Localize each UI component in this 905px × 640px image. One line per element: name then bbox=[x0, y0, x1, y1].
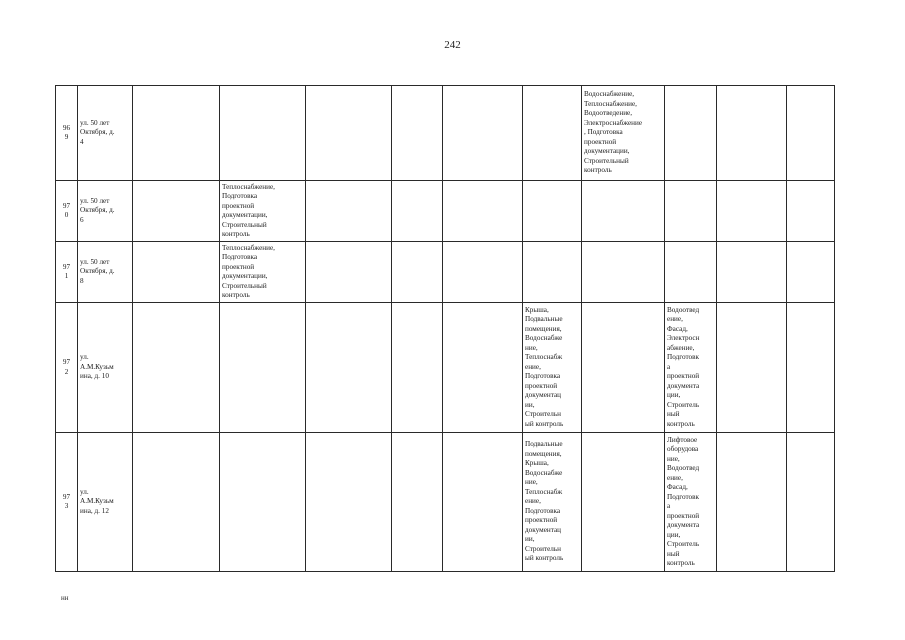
table-row bbox=[56, 242, 835, 303]
work-cell-c3 bbox=[133, 181, 220, 242]
work-cell-c7 bbox=[443, 303, 523, 433]
row-number-cell bbox=[56, 303, 78, 433]
work-list-text: Водоснабжение, Теплоснабжение, Водоотведение, Электроснабжение , Подготовка проектной документации, Строительный контроль bbox=[584, 90, 643, 175]
work-cell-c8 bbox=[523, 181, 582, 242]
work-cell-c6 bbox=[392, 86, 443, 181]
work-cell-c10 bbox=[665, 181, 717, 242]
row-number-cell bbox=[56, 242, 78, 303]
work-cell-c11 bbox=[717, 86, 787, 181]
work-cell-c4 bbox=[220, 303, 306, 433]
work-cell-c11 bbox=[717, 181, 787, 242]
work-cell-c9 bbox=[582, 181, 665, 242]
work-cell-c5 bbox=[306, 242, 392, 303]
work-cell-c5 bbox=[306, 303, 392, 433]
address-cell bbox=[78, 181, 133, 242]
work-cell-c8 bbox=[523, 242, 582, 303]
work-cell-c6 bbox=[392, 303, 443, 433]
work-cell-c6 bbox=[392, 433, 443, 572]
table-row bbox=[56, 181, 835, 242]
work-cell-c11 bbox=[717, 303, 787, 433]
work-cell-c3 bbox=[133, 433, 220, 572]
address-text: ул. 50 лет Октября, д. 8 bbox=[80, 257, 115, 285]
row-number-cell bbox=[56, 433, 78, 572]
table-row bbox=[56, 433, 835, 572]
row-number: 97 3 bbox=[62, 492, 71, 510]
work-cell-c12 bbox=[787, 181, 835, 242]
work-cell-c9 bbox=[582, 433, 665, 572]
work-cell-c3 bbox=[133, 242, 220, 303]
row-number: 97 2 bbox=[62, 358, 71, 376]
work-cell-c9 bbox=[582, 303, 665, 433]
address-text: ул. А.М.Кузьм ина, д. 12 bbox=[80, 487, 114, 515]
work-cell-c12 bbox=[787, 303, 835, 433]
table-row bbox=[56, 86, 835, 181]
work-cell-c8 bbox=[523, 86, 582, 181]
address-text: ул. 50 лет Октября, д. 6 bbox=[80, 196, 115, 224]
work-cell-c9 bbox=[582, 242, 665, 303]
address-cell bbox=[78, 242, 133, 303]
address-text: ул. 50 лет Октября, д. 4 bbox=[80, 118, 115, 146]
work-cell-c5 bbox=[306, 433, 392, 572]
work-cell-c5 bbox=[306, 86, 392, 181]
address-text: ул. А.М.Кузьм ина, д. 10 bbox=[80, 353, 114, 381]
repair-schedule-table bbox=[55, 85, 835, 572]
work-cell-c10 bbox=[665, 242, 717, 303]
row-number: 97 1 bbox=[62, 262, 71, 280]
work-cell-c11 bbox=[717, 242, 787, 303]
address-cell bbox=[78, 86, 133, 181]
work-list-text: Водоотвед ение, Фасад, Электросн абжение, Подготовк а проектной документа ции, Строитель ный контроль bbox=[667, 305, 700, 428]
row-number: 96 9 bbox=[62, 123, 71, 141]
work-cell-c4 bbox=[220, 242, 306, 303]
work-cell-c4 bbox=[220, 86, 306, 181]
footer-mark: нн bbox=[61, 594, 69, 602]
work-cell-c3 bbox=[133, 86, 220, 181]
work-cell-c10 bbox=[665, 303, 717, 433]
work-cell-c4 bbox=[220, 433, 306, 572]
work-cell-c12 bbox=[787, 242, 835, 303]
row-number-cell bbox=[56, 86, 78, 181]
work-cell-c3 bbox=[133, 303, 220, 433]
work-list-text: Теплоснабжение, Подготовка проектной документации, Строительный контроль bbox=[222, 243, 275, 299]
work-cell-c12 bbox=[787, 433, 835, 572]
work-cell-c10 bbox=[665, 86, 717, 181]
work-cell-c4 bbox=[220, 181, 306, 242]
work-cell-c5 bbox=[306, 181, 392, 242]
work-cell-c9 bbox=[582, 86, 665, 181]
work-cell-c7 bbox=[443, 86, 523, 181]
work-list-text: Крыша, Подвальные помещения, Водоснабже ние, Теплоснабж ение, Подготовка проектной документац ии, Строительн ый контроль bbox=[525, 305, 564, 428]
table-row bbox=[56, 303, 835, 433]
work-cell-c7 bbox=[443, 181, 523, 242]
address-cell bbox=[78, 433, 133, 572]
work-cell-c11 bbox=[717, 433, 787, 572]
work-cell-c6 bbox=[392, 242, 443, 303]
work-list-text: Теплоснабжение, Подготовка проектной документации, Строительный контроль bbox=[222, 182, 275, 238]
work-list-text: Лифтовое оборудова ние, Водоотвед ение, Фасад, Подготовк а проектной документа ции, Строитель ный контроль bbox=[667, 435, 700, 567]
address-cell bbox=[78, 303, 133, 433]
row-number: 97 0 bbox=[62, 201, 71, 219]
work-cell-c7 bbox=[443, 433, 523, 572]
work-cell-c8 bbox=[523, 433, 582, 572]
work-cell-c6 bbox=[392, 181, 443, 242]
work-cell-c7 bbox=[443, 242, 523, 303]
work-cell-c10 bbox=[665, 433, 717, 572]
work-list-text: Подвальные помещения, Крыша, Водоснабже ние, Теплоснабж ение, Подготовка проектной документац ии, Строительн ый контроль bbox=[525, 440, 564, 563]
row-number-cell bbox=[56, 181, 78, 242]
work-cell-c8 bbox=[523, 303, 582, 433]
page-number: 242 bbox=[444, 39, 461, 51]
work-cell-c12 bbox=[787, 86, 835, 181]
